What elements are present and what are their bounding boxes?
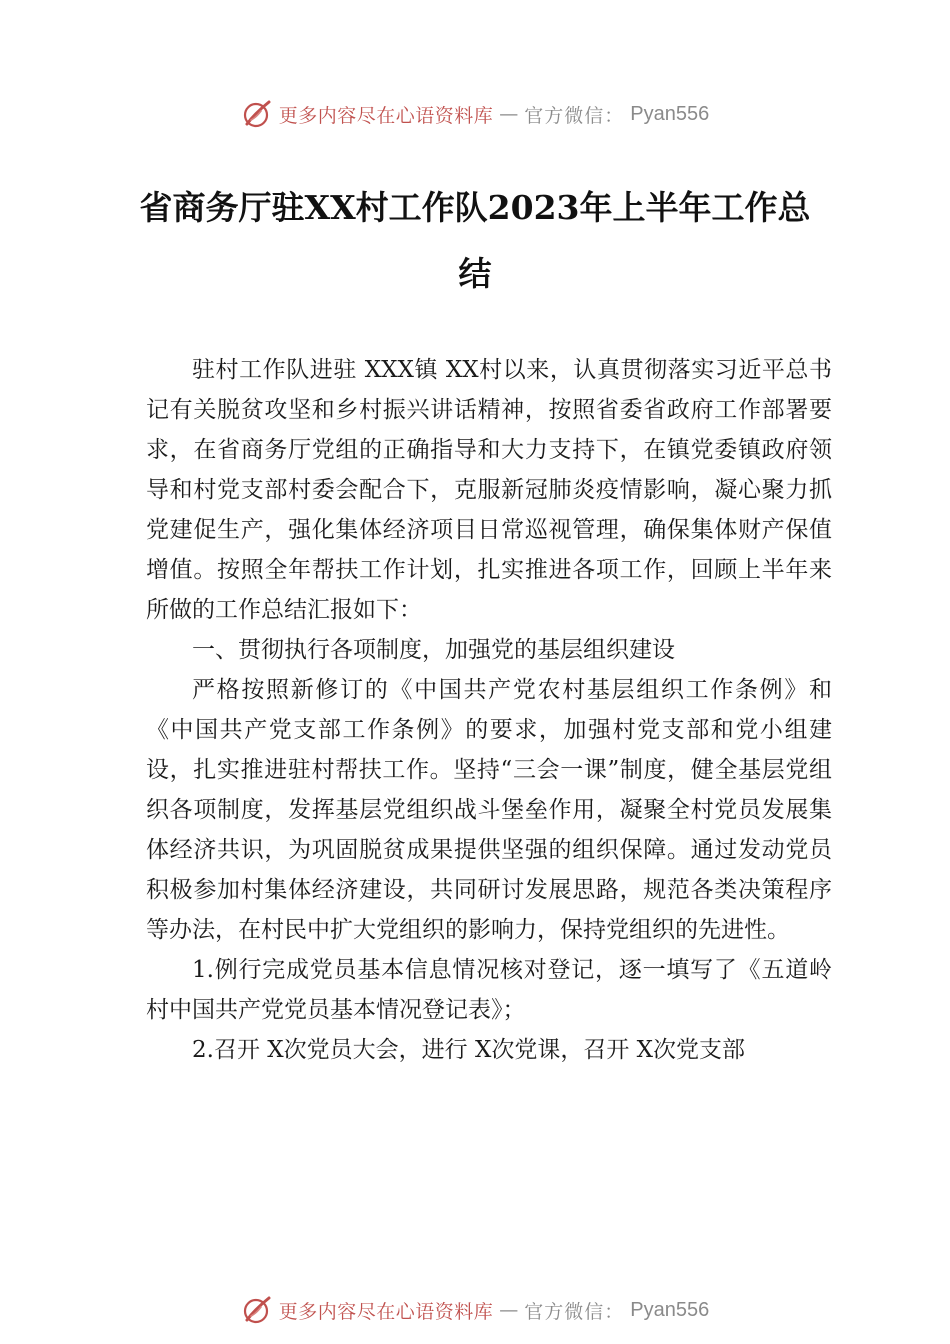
brush-logo-icon [241, 98, 273, 130]
watermark-footer [0, 1290, 950, 1330]
watermark-wechat-label: 官方微信： [524, 1300, 625, 1323]
paragraph-section-1: 严格按照新修订的《中国共产党农村基层组织工作条例》和《中国共产党支部工作条例》的要求，加强村党支部和党小组建设，扎实推进驻村帮扶工作。坚持“三会一课”制度，健全基层党组织各项制度，发挥基层党组织战斗堡垒作用，凝聚全村党员发展集体经济共识，为巩固脱贫成果提供坚强的组织保障。通过发动党员积极参加村集体经济建设，共同研讨发展思路，规范各类决策程序等办法，在村民中扩大党组织的影响力，保持党组织的先进性。 [146, 677, 832, 943]
watermark-separator: — [499, 1299, 519, 1321]
paragraph-intro: 驻村工作队进驻 XXX镇 XX村以来，认真贯彻落实习近平总书记有关脱贫攻坚和乡村振兴讲话精神，按照省委省政府工作部署要求，在省商务厅党组的正确指导和大力支持下，在镇党委镇政府领导和村党支部村委会配合下，克服新冠肺炎疫情影响，凝心聚力抓党建促生产，强化集体经济项目日常巡视管理，确保集体财产保值增值。按照全年帮扶工作计划，扎实推进各项工作，回顾上半年来所做的工作总结汇报如下： [146, 357, 832, 623]
watermark-header [0, 94, 950, 134]
section-heading-1: 一、贯彻执行各项制度，加强党的基层组织建设 [192, 637, 675, 663]
watermark-wechat-id: Pyan556 [630, 1298, 710, 1321]
watermark-main-text: 更多内容尽在心语资料库 [278, 1300, 494, 1323]
watermark-separator: — [499, 103, 519, 125]
list-item-2: 2.召开 X次党员大会，进行 X次党课，召开 X次党支部 [192, 1037, 745, 1063]
watermark-main-text: 更多内容尽在心语资料库 [278, 104, 494, 127]
watermark-wechat-id: Pyan556 [630, 102, 710, 125]
document-body [146, 350, 832, 1070]
watermark-wechat-label: 官方微信： [524, 104, 625, 127]
list-item-1: 1.例行完成党员基本信息情况核对登记，逐一填写了《五道岭村中国共产党党员基本情况登记表》； [146, 957, 832, 1023]
brush-logo-icon [241, 1294, 273, 1326]
document-title: 省商务厅驻XX村工作队2023年上半年工作总结 [139, 188, 811, 293]
